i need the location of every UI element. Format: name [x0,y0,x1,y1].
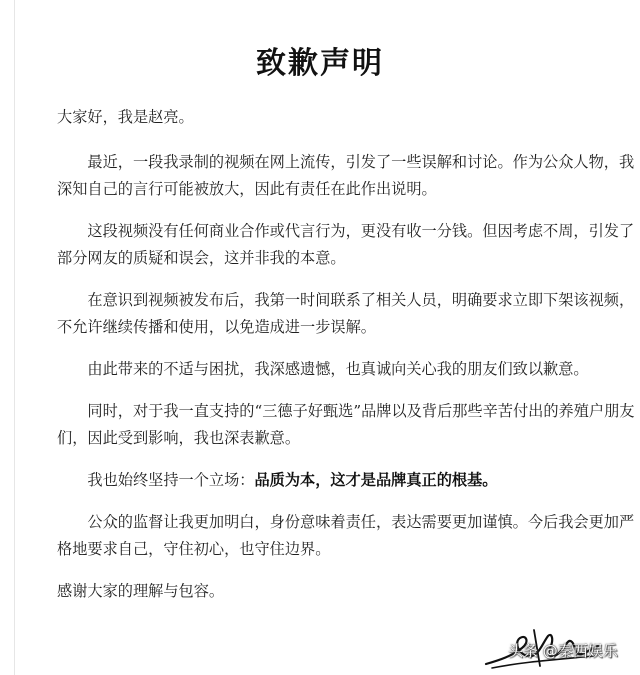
paragraph-after: 公众的监督让我更加明白，身份意味着责任，表达需要更加谨慎。今后我会更加严格地要求自己，守住初心，也守住边界。 [57,513,635,558]
paragraph-4: 由此带来的不适与困扰，我深感遗憾，也真诚向关心我的朋友们致以歉意。 [87,360,589,378]
paragraph-5: 同时，对于我一直支持的“三德子好甄选”品牌以及背后那些辛苦付出的养殖户朋友们，因此受到影响，我也深表歉意。 [57,402,635,447]
page-edge-line [14,0,15,675]
closing-line: 感谢大家的理解与包容。 [57,582,225,600]
stance-paragraph [57,467,637,494]
paragraph-2: 这段视频没有任何商业合作或代言行为，更没有收一分钱。但因考虑不周，引发了部分网友的质疑和误会，这并非我的本意。 [57,222,635,267]
statement-body [57,104,637,620]
stance-lead: 我也始终坚持一个立场： [87,471,255,489]
paragraph-1: 最近，一段我录制的视频在网上流传，引发了一些误解和讨论。作为公众人物，我深知自己的言行可能被放大，因此有责任在此作出说明。 [57,153,635,198]
statement-title: 致歉声明 [256,46,384,81]
watermark-text: 头条 @秦西娱乐 [508,642,618,660]
stance-bold: 品质为本，这才是品牌真正的根基。 [254,471,498,489]
paragraph-3: 在意识到视频被发布后，我第一时间联系了相关人员，明确要求立即下架该视频，不允许继续传播和使用，以免造成进一步误解。 [57,291,635,336]
greeting-line: 大家好，我是赵亮。 [57,108,194,126]
